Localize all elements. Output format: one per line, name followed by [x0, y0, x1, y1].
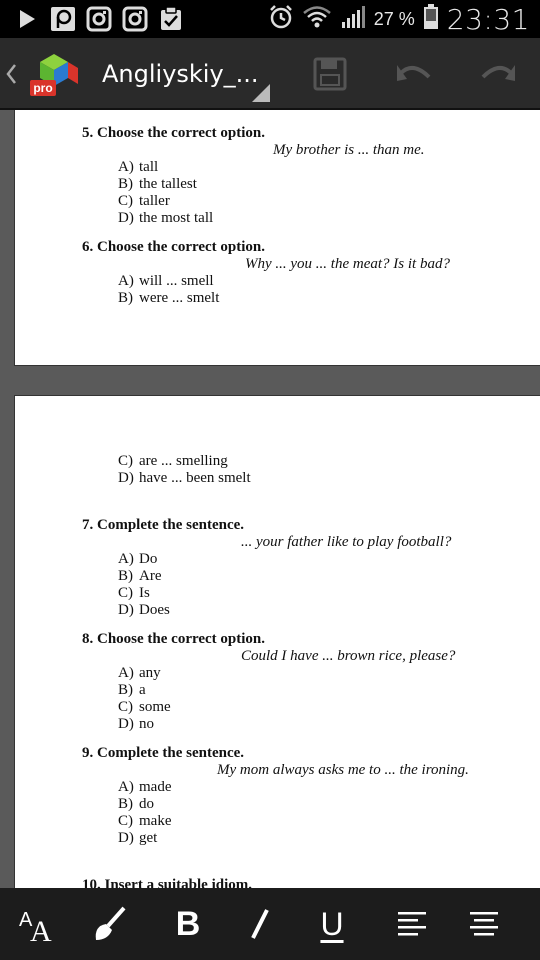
option-item: D) no	[118, 716, 154, 732]
instagram-icon	[86, 5, 112, 33]
option-item: B) Are	[118, 568, 162, 584]
question-title: 5. Choose the correct option.	[82, 125, 266, 141]
alarm-icon	[268, 4, 294, 35]
option-item: A) any	[118, 665, 161, 681]
option-item: D) have ... been smelt	[118, 470, 251, 486]
question-title: 8. Choose the correct option.	[82, 631, 266, 647]
option-item: C) Is	[118, 585, 150, 601]
document-page	[14, 110, 540, 366]
pro-badge: pro	[33, 81, 53, 95]
dropdown-corner-icon	[252, 84, 270, 107]
question-sentence: Why ... you ... the meat? Is it bad?	[245, 256, 450, 272]
signal-icon	[340, 4, 366, 35]
format-toolbar	[0, 888, 540, 960]
svg-text:A: A	[30, 915, 52, 944]
question-title: 7. Complete the sentence.	[82, 517, 245, 533]
option-item: A) made	[118, 779, 172, 795]
clipboard-check-icon	[158, 5, 184, 33]
paint-brush-icon[interactable]	[88, 902, 132, 946]
italic-button[interactable]	[238, 902, 282, 946]
undo-icon[interactable]	[394, 54, 434, 94]
back-chevron-icon[interactable]	[4, 60, 18, 88]
battery-icon	[423, 4, 439, 35]
font-size-icon[interactable]	[14, 902, 58, 946]
option-item: D) Does	[118, 602, 170, 618]
redo-icon[interactable]	[478, 54, 518, 94]
option-item: B) were ... smelt	[118, 290, 220, 306]
option-item: B) the tallest	[118, 176, 197, 192]
option-item: B) do	[118, 796, 154, 812]
svg-text:A: A	[19, 909, 33, 931]
option-item: A) will ... smell	[118, 273, 214, 289]
wifi-icon	[302, 4, 332, 35]
question-title: 10. Insert a suitable idiom.	[82, 877, 253, 888]
document-page	[14, 395, 540, 888]
align-center-icon[interactable]	[462, 902, 506, 946]
option-item: C) taller	[118, 193, 170, 209]
option-item: C) are ... smelling	[118, 453, 228, 469]
play-store-icon	[14, 5, 40, 33]
question-sentence: ... your father like to play football?	[241, 534, 452, 550]
status-bar	[0, 0, 540, 38]
option-item: D) the most tall	[118, 210, 214, 226]
option-item: B) a	[118, 682, 146, 698]
option-item: C) some	[118, 699, 171, 715]
underline-button[interactable]: U	[320, 905, 344, 942]
phone-app-icon	[50, 5, 76, 33]
action-bar	[0, 38, 540, 110]
question-sentence: My mom always asks me to ... the ironing.	[217, 762, 469, 778]
option-item: C) make	[118, 813, 172, 829]
option-item: A) tall	[118, 159, 159, 175]
save-icon[interactable]	[310, 54, 350, 94]
instagram-icon	[122, 5, 148, 33]
question-sentence: My brother is ... than me.	[273, 142, 425, 158]
question-title: 6. Choose the correct option.	[82, 239, 266, 255]
battery-percent: 27 %	[373, 8, 415, 29]
bold-button[interactable]: B	[175, 904, 201, 943]
option-item: D) get	[118, 830, 158, 846]
document-title[interactable]: Angliyskiy_...	[102, 60, 259, 88]
document-viewport[interactable]	[0, 110, 540, 888]
align-left-icon[interactable]	[390, 902, 434, 946]
app-logo-icon[interactable]	[28, 52, 80, 98]
question-sentence: Could I have ... brown rice, please?	[241, 648, 456, 664]
question-title: 9. Complete the sentence.	[82, 745, 245, 761]
clock-time: 23:31	[446, 2, 530, 36]
option-item: A) Do	[118, 551, 158, 567]
